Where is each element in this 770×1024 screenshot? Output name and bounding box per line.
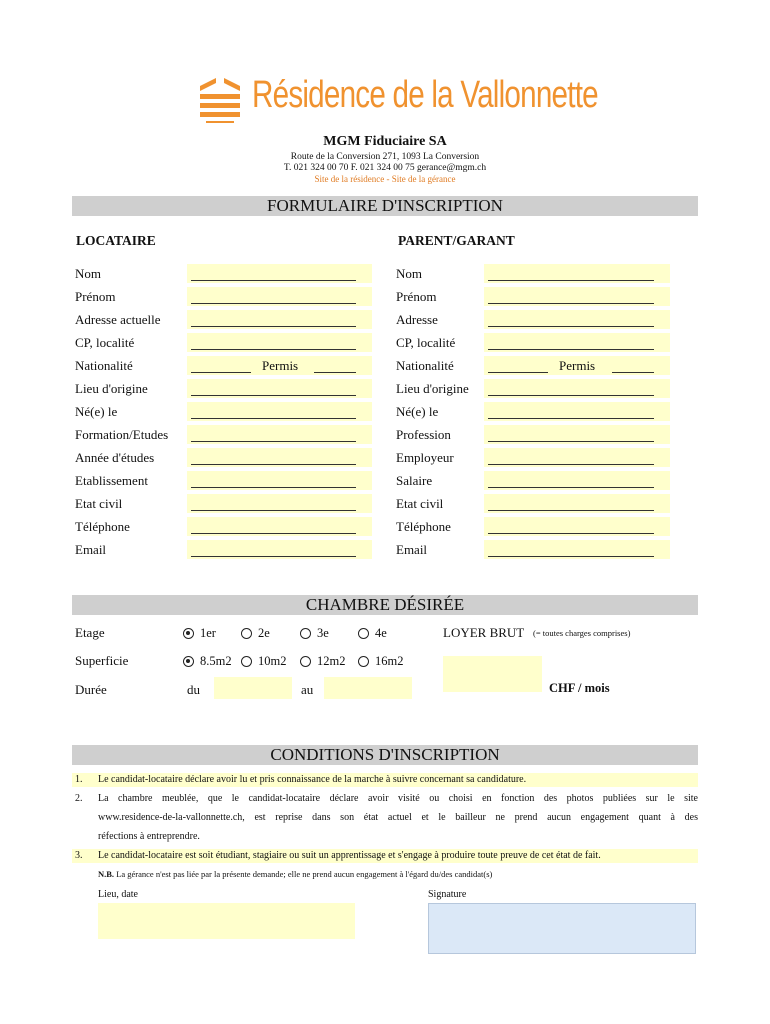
garant-nationalite-field[interactable] <box>484 356 670 375</box>
duree-start-field[interactable] <box>214 677 292 699</box>
locataire-field-11[interactable] <box>187 517 372 536</box>
lieu-date-label: Lieu, date <box>98 889 138 900</box>
field-underline <box>488 441 654 442</box>
locataire-field-6[interactable] <box>187 402 372 421</box>
locataire-field-2[interactable] <box>187 310 372 329</box>
field-underline <box>488 280 654 281</box>
condition-3 <box>72 849 698 863</box>
garant-field-5[interactable] <box>484 379 670 398</box>
locataire-label-1: Prénom <box>75 289 116 304</box>
superficie-radio-3[interactable] <box>358 656 369 667</box>
superficie-option-label: 12m2 <box>317 654 346 668</box>
etage-option-label: 4e <box>375 626 387 640</box>
garant-label-6: Né(e) le <box>396 404 439 419</box>
garant-label-10: Etat civil <box>396 496 444 511</box>
garant-field-2[interactable] <box>484 310 670 329</box>
signature-label: Signature <box>428 889 467 900</box>
nb-text: La gérance n'est pas liée par la présente demande; elle ne prend aucun engagement à l'égard du/des candidat(s) <box>116 869 493 879</box>
etage-radio-0[interactable] <box>183 628 194 639</box>
locataire-label-4: Nationalité <box>75 358 133 373</box>
locataire-field-9[interactable] <box>187 471 372 490</box>
field-underline <box>488 303 654 304</box>
superficie-label: Superficie <box>75 653 129 668</box>
field-underline <box>488 510 654 511</box>
field-underline <box>191 280 356 281</box>
field-underline <box>191 510 356 511</box>
conditions-title: CONDITIONS D'INSCRIPTION <box>72 745 698 765</box>
field-underline <box>191 556 356 557</box>
duree-end-field[interactable] <box>324 677 412 699</box>
condition-text: Le candidat-locataire déclare avoir lu et pris connaissance de la marche à suivre concernant sa candidature. <box>98 774 527 785</box>
loyer-field[interactable] <box>443 656 542 692</box>
superficie-radio-1[interactable] <box>241 656 252 667</box>
currency-label: CHF / mois <box>549 681 610 695</box>
locataire-field-8[interactable] <box>187 448 372 467</box>
garant-label-2: Adresse <box>396 312 438 327</box>
field-underline <box>488 395 654 396</box>
condition-text-line-3: réfections à entreprendre. <box>98 831 200 842</box>
field-underline <box>488 487 654 488</box>
logo-text: Résidence de la Vallonnette <box>252 74 598 116</box>
duree-label: Durée <box>75 682 107 697</box>
garant-field-6[interactable] <box>484 402 670 421</box>
locataire-label-2: Adresse actuelle <box>75 312 161 327</box>
permis-field[interactable] <box>612 372 654 373</box>
garant-label-5: Lieu d'origine <box>396 381 469 396</box>
permis-label: Permis <box>262 358 299 373</box>
field-underline <box>488 418 654 419</box>
etage-radio-1[interactable] <box>241 628 252 639</box>
locataire-label-6: Né(e) le <box>75 404 118 419</box>
loyer-note: (= toutes charges comprises) <box>533 628 631 638</box>
residence-logo-icon <box>200 76 240 128</box>
company-name: MGM Fiduciaire SA <box>323 134 447 149</box>
nb-label: N.B. <box>98 869 115 879</box>
condition-text: Le candidat-locataire est soit étudiant, stagiaire ou suit un apprentissage et s'engage à produire toute preuve de cet état de fait. <box>98 850 601 861</box>
garant-field-11[interactable] <box>484 517 670 536</box>
field-underline <box>191 326 356 327</box>
superficie-radio-0[interactable] <box>183 656 194 667</box>
au-label: au <box>301 682 314 697</box>
garant-field-10[interactable] <box>484 494 670 513</box>
locataire-label-8: Année d'études <box>75 450 155 465</box>
locataire-field-10[interactable] <box>187 494 372 513</box>
field-underline <box>191 349 356 350</box>
garant-field-0[interactable] <box>484 264 670 283</box>
field-underline <box>488 556 654 557</box>
locataire-field-0[interactable] <box>187 264 372 283</box>
etage-radio-2[interactable] <box>300 628 311 639</box>
locataire-label-10: Etat civil <box>75 496 123 511</box>
field-underline <box>191 464 356 465</box>
locataire-field-7[interactable] <box>187 425 372 444</box>
garant-label-1: Prénom <box>396 289 437 304</box>
company-contact: T. 021 324 00 70 F. 021 324 00 75 gerance@mgm.ch <box>283 163 487 173</box>
locataire-label-11: Téléphone <box>75 519 130 534</box>
locataire-heading: LOCATAIRE <box>76 233 156 248</box>
garant-field-1[interactable] <box>484 287 670 306</box>
permis-field[interactable] <box>314 372 356 373</box>
garant-label-8: Employeur <box>396 450 454 465</box>
form-title: FORMULAIRE D'INSCRIPTION <box>72 196 698 216</box>
condition-number: 1. <box>75 774 83 785</box>
field-underline <box>191 487 356 488</box>
locataire-label-5: Lieu d'origine <box>75 381 148 396</box>
garant-label-7: Profession <box>396 427 451 442</box>
field-underline <box>191 441 356 442</box>
company-address: Route de la Conversion 271, 1093 La Conversion <box>290 152 480 162</box>
condition-number: 2. <box>75 793 83 804</box>
garant-label-0: Nom <box>396 266 422 281</box>
etage-option-label: 2e <box>258 626 270 640</box>
locataire-label-3: CP, localité <box>75 335 135 350</box>
chambre-title: CHAMBRE DÉSIRÉE <box>72 595 698 615</box>
website-links[interactable]: Site de la résidence - Site de la gérance <box>314 174 456 184</box>
permis-label: Permis <box>559 358 596 373</box>
locataire-field-5[interactable] <box>187 379 372 398</box>
loyer-label: LOYER BRUT <box>443 625 525 640</box>
locataire-label-7: Formation/Etudes <box>75 427 169 442</box>
superficie-option-label: 10m2 <box>258 654 287 668</box>
garant-field-7[interactable] <box>484 425 670 444</box>
garant-label-11: Téléphone <box>396 519 451 534</box>
garant-label-3: CP, localité <box>396 335 456 350</box>
garant-field-12[interactable] <box>484 540 670 559</box>
locataire-label-0: Nom <box>75 266 101 281</box>
superficie-radio-2[interactable] <box>300 656 311 667</box>
field-underline <box>191 395 356 396</box>
field-underline <box>191 303 356 304</box>
garant-heading: PARENT/GARANT <box>398 233 515 248</box>
locataire-nationalite-field[interactable] <box>187 356 372 375</box>
condition-text-line-1: La chambre meublée, que le candidat-locataire déclare avoir visité ou choisi en fonction des photos publiées sur le site <box>98 793 698 804</box>
locataire-field-3[interactable] <box>187 333 372 352</box>
locataire-label-12: Email <box>75 542 107 557</box>
field-underline <box>488 349 654 350</box>
field-underline <box>191 418 356 419</box>
garant-label-4: Nationalité <box>396 358 454 373</box>
garant-label-9: Salaire <box>396 473 433 488</box>
garant-field-9[interactable] <box>484 471 670 490</box>
field-underline <box>488 533 654 534</box>
locataire-field-1[interactable] <box>187 287 372 306</box>
etage-radio-3[interactable] <box>358 628 369 639</box>
nb-note <box>98 869 492 879</box>
etage-label: Etage <box>75 625 105 640</box>
garant-label-12: Email <box>396 542 428 557</box>
lieu-date-field[interactable] <box>98 903 355 939</box>
condition-text-line-2: www.residence-de-la-vallonnette.ch, est reprise dans son état actuel et le bailleur ne prend aucun engagement quant à des <box>98 812 698 823</box>
garant-field-8[interactable] <box>484 448 670 467</box>
superficie-option-label: 16m2 <box>375 654 404 668</box>
condition-1 <box>72 773 698 787</box>
field-underline <box>488 326 654 327</box>
condition-number: 3. <box>75 850 83 861</box>
locataire-field-12[interactable] <box>187 540 372 559</box>
superficie-option-label: 8.5m2 <box>200 654 232 668</box>
field-underline <box>488 464 654 465</box>
field-underline <box>191 533 356 534</box>
du-label: du <box>187 682 200 697</box>
locataire-label-9: Etablissement <box>75 473 148 488</box>
etage-option-label: 3e <box>317 626 329 640</box>
signature-field[interactable] <box>428 903 696 954</box>
garant-field-3[interactable] <box>484 333 670 352</box>
etage-option-label: 1er <box>200 626 216 640</box>
